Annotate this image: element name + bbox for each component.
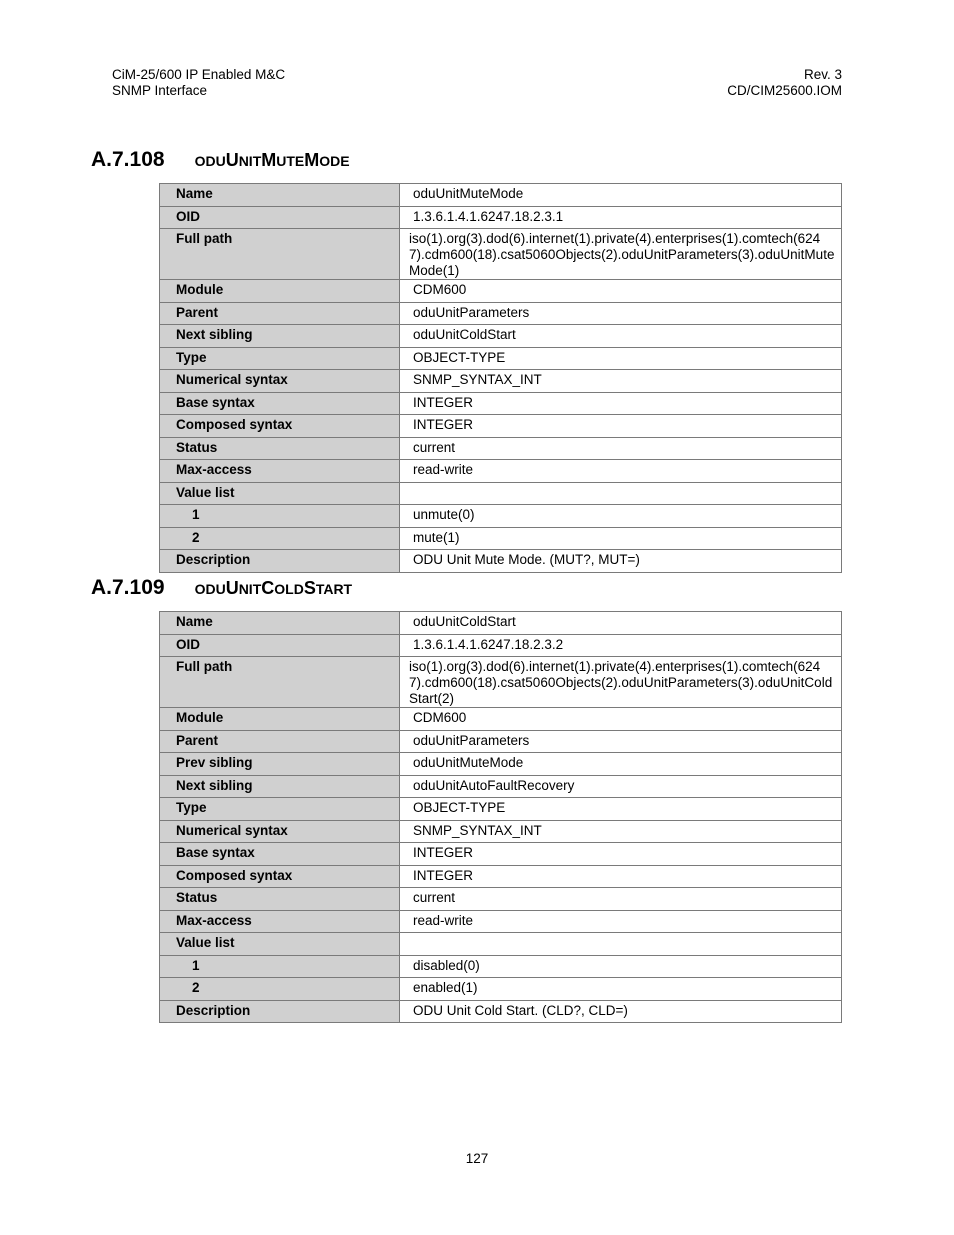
product-title: CiM-25/600 IP Enabled M&C — [112, 67, 286, 82]
field-value: oduUnitMuteMode — [400, 753, 842, 776]
table-row — [160, 612, 842, 635]
table-row — [160, 392, 842, 415]
field-value: oduUnitParameters — [400, 302, 842, 325]
field-value: read-write — [400, 460, 842, 483]
table-row — [160, 910, 842, 933]
table-row — [160, 730, 842, 753]
field-value: SNMP_SYNTAX_INT — [400, 820, 842, 843]
field-value: enabled(1) — [400, 978, 842, 1001]
document-header-left — [112, 67, 285, 99]
table-row — [160, 280, 842, 303]
table-row — [160, 206, 842, 229]
field-value: oduUnitParameters — [400, 730, 842, 753]
field-label: Module — [160, 708, 400, 731]
revision-label: Rev. 3 — [803, 67, 842, 82]
table-row — [160, 325, 842, 348]
table-row — [160, 820, 842, 843]
field-value: 1.3.6.1.4.1.6247.18.2.3.1 — [400, 206, 842, 229]
field-value: OBJECT-TYPE — [400, 347, 842, 370]
table-row — [160, 302, 842, 325]
field-label: 1 — [160, 955, 400, 978]
field-value — [400, 933, 842, 956]
field-label: Numerical syntax — [160, 820, 400, 843]
field-label: Status — [160, 437, 400, 460]
field-label: 1 — [160, 505, 400, 528]
table-row — [160, 865, 842, 888]
field-value: CDM600 — [400, 280, 842, 303]
field-label: Value list — [160, 482, 400, 505]
field-value: oduUnitColdStart — [400, 612, 842, 635]
field-value: oduUnitAutoFaultRecovery — [400, 775, 842, 798]
field-label: Parent — [160, 730, 400, 753]
field-value: ODU Unit Mute Mode. (MUT?, MUT=) — [400, 550, 842, 573]
field-value: mute(1) — [400, 527, 842, 550]
field-label: Composed syntax — [160, 865, 400, 888]
field-label: Name — [160, 612, 400, 635]
field-label: Type — [160, 798, 400, 821]
table-row — [160, 370, 842, 393]
field-value: ODU Unit Cold Start. (CLD?, CLD=) — [400, 1000, 842, 1023]
field-label: Full path — [160, 229, 400, 280]
table-row — [160, 798, 842, 821]
field-value: read-write — [400, 910, 842, 933]
field-label: Composed syntax — [160, 415, 400, 438]
table-row — [160, 482, 842, 505]
page-number: 127 — [465, 1151, 489, 1166]
field-value: current — [400, 888, 842, 911]
table-row — [160, 347, 842, 370]
field-label: Base syntax — [160, 843, 400, 866]
section-title: ODUUNITMUTEMODE — [194, 150, 350, 170]
field-label: Description — [160, 1000, 400, 1023]
field-label: Numerical syntax — [160, 370, 400, 393]
table-row — [160, 933, 842, 956]
field-label: Status — [160, 888, 400, 911]
table-row — [160, 184, 842, 207]
table-row — [160, 888, 842, 911]
document-subtitle: SNMP Interface — [112, 83, 208, 98]
field-label: Next sibling — [160, 325, 400, 348]
field-value: unmute(0) — [400, 505, 842, 528]
section-heading — [91, 576, 352, 600]
field-value: iso(1).org(3).dod(6).internet(1).private(4).enterprises(1).comtech(6247).cdm600(18).csat5060Objects(2).oduUnitParameters(3).oduUnitMuteMode(1) — [400, 229, 842, 280]
field-label: OID — [160, 634, 400, 657]
document-code: CD/CIM25600.IOM — [727, 83, 842, 98]
field-label: 2 — [160, 527, 400, 550]
section-heading — [91, 148, 350, 172]
field-value: current — [400, 437, 842, 460]
field-label: Value list — [160, 933, 400, 956]
table-row — [160, 955, 842, 978]
table-row — [160, 415, 842, 438]
table-row — [160, 634, 842, 657]
document-header-right — [727, 67, 842, 99]
field-label: Next sibling — [160, 775, 400, 798]
field-value: oduUnitMuteMode — [400, 184, 842, 207]
field-value: INTEGER — [400, 392, 842, 415]
field-value: SNMP_SYNTAX_INT — [400, 370, 842, 393]
field-label: Max-access — [160, 910, 400, 933]
field-value: 1.3.6.1.4.1.6247.18.2.3.2 — [400, 634, 842, 657]
field-value: INTEGER — [400, 843, 842, 866]
table-row — [160, 437, 842, 460]
table-row — [160, 843, 842, 866]
table-row — [160, 657, 842, 708]
field-label: 2 — [160, 978, 400, 1001]
table-row — [160, 753, 842, 776]
field-label: Type — [160, 347, 400, 370]
field-value: disabled(0) — [400, 955, 842, 978]
table-row — [160, 229, 842, 280]
field-label: Name — [160, 184, 400, 207]
table-row — [160, 505, 842, 528]
field-value: oduUnitColdStart — [400, 325, 842, 348]
field-value: CDM600 — [400, 708, 842, 731]
field-label: Description — [160, 550, 400, 573]
table-row — [160, 460, 842, 483]
field-label: Base syntax — [160, 392, 400, 415]
section-number: A.7.109 — [91, 576, 165, 599]
field-value: OBJECT-TYPE — [400, 798, 842, 821]
field-value: INTEGER — [400, 415, 842, 438]
table-row — [160, 978, 842, 1001]
section-number: A.7.108 — [91, 148, 165, 171]
field-label: Prev sibling — [160, 753, 400, 776]
mib-object-table — [159, 183, 842, 573]
table-row — [160, 775, 842, 798]
field-value: iso(1).org(3).dod(6).internet(1).private(4).enterprises(1).comtech(6247).cdm600(18).csat5060Objects(2).oduUnitParameters(3).oduUnitColdStart(2) — [400, 657, 842, 708]
field-label: Max-access — [160, 460, 400, 483]
field-label: Module — [160, 280, 400, 303]
field-label: OID — [160, 206, 400, 229]
field-label: Full path — [160, 657, 400, 708]
field-label: Parent — [160, 302, 400, 325]
table-row — [160, 550, 842, 573]
field-value: INTEGER — [400, 865, 842, 888]
table-row — [160, 1000, 842, 1023]
mib-object-table — [159, 611, 842, 1023]
table-row — [160, 708, 842, 731]
table-row — [160, 527, 842, 550]
field-value — [400, 482, 842, 505]
section-title: ODUUNITCOLDSTART — [194, 578, 353, 598]
